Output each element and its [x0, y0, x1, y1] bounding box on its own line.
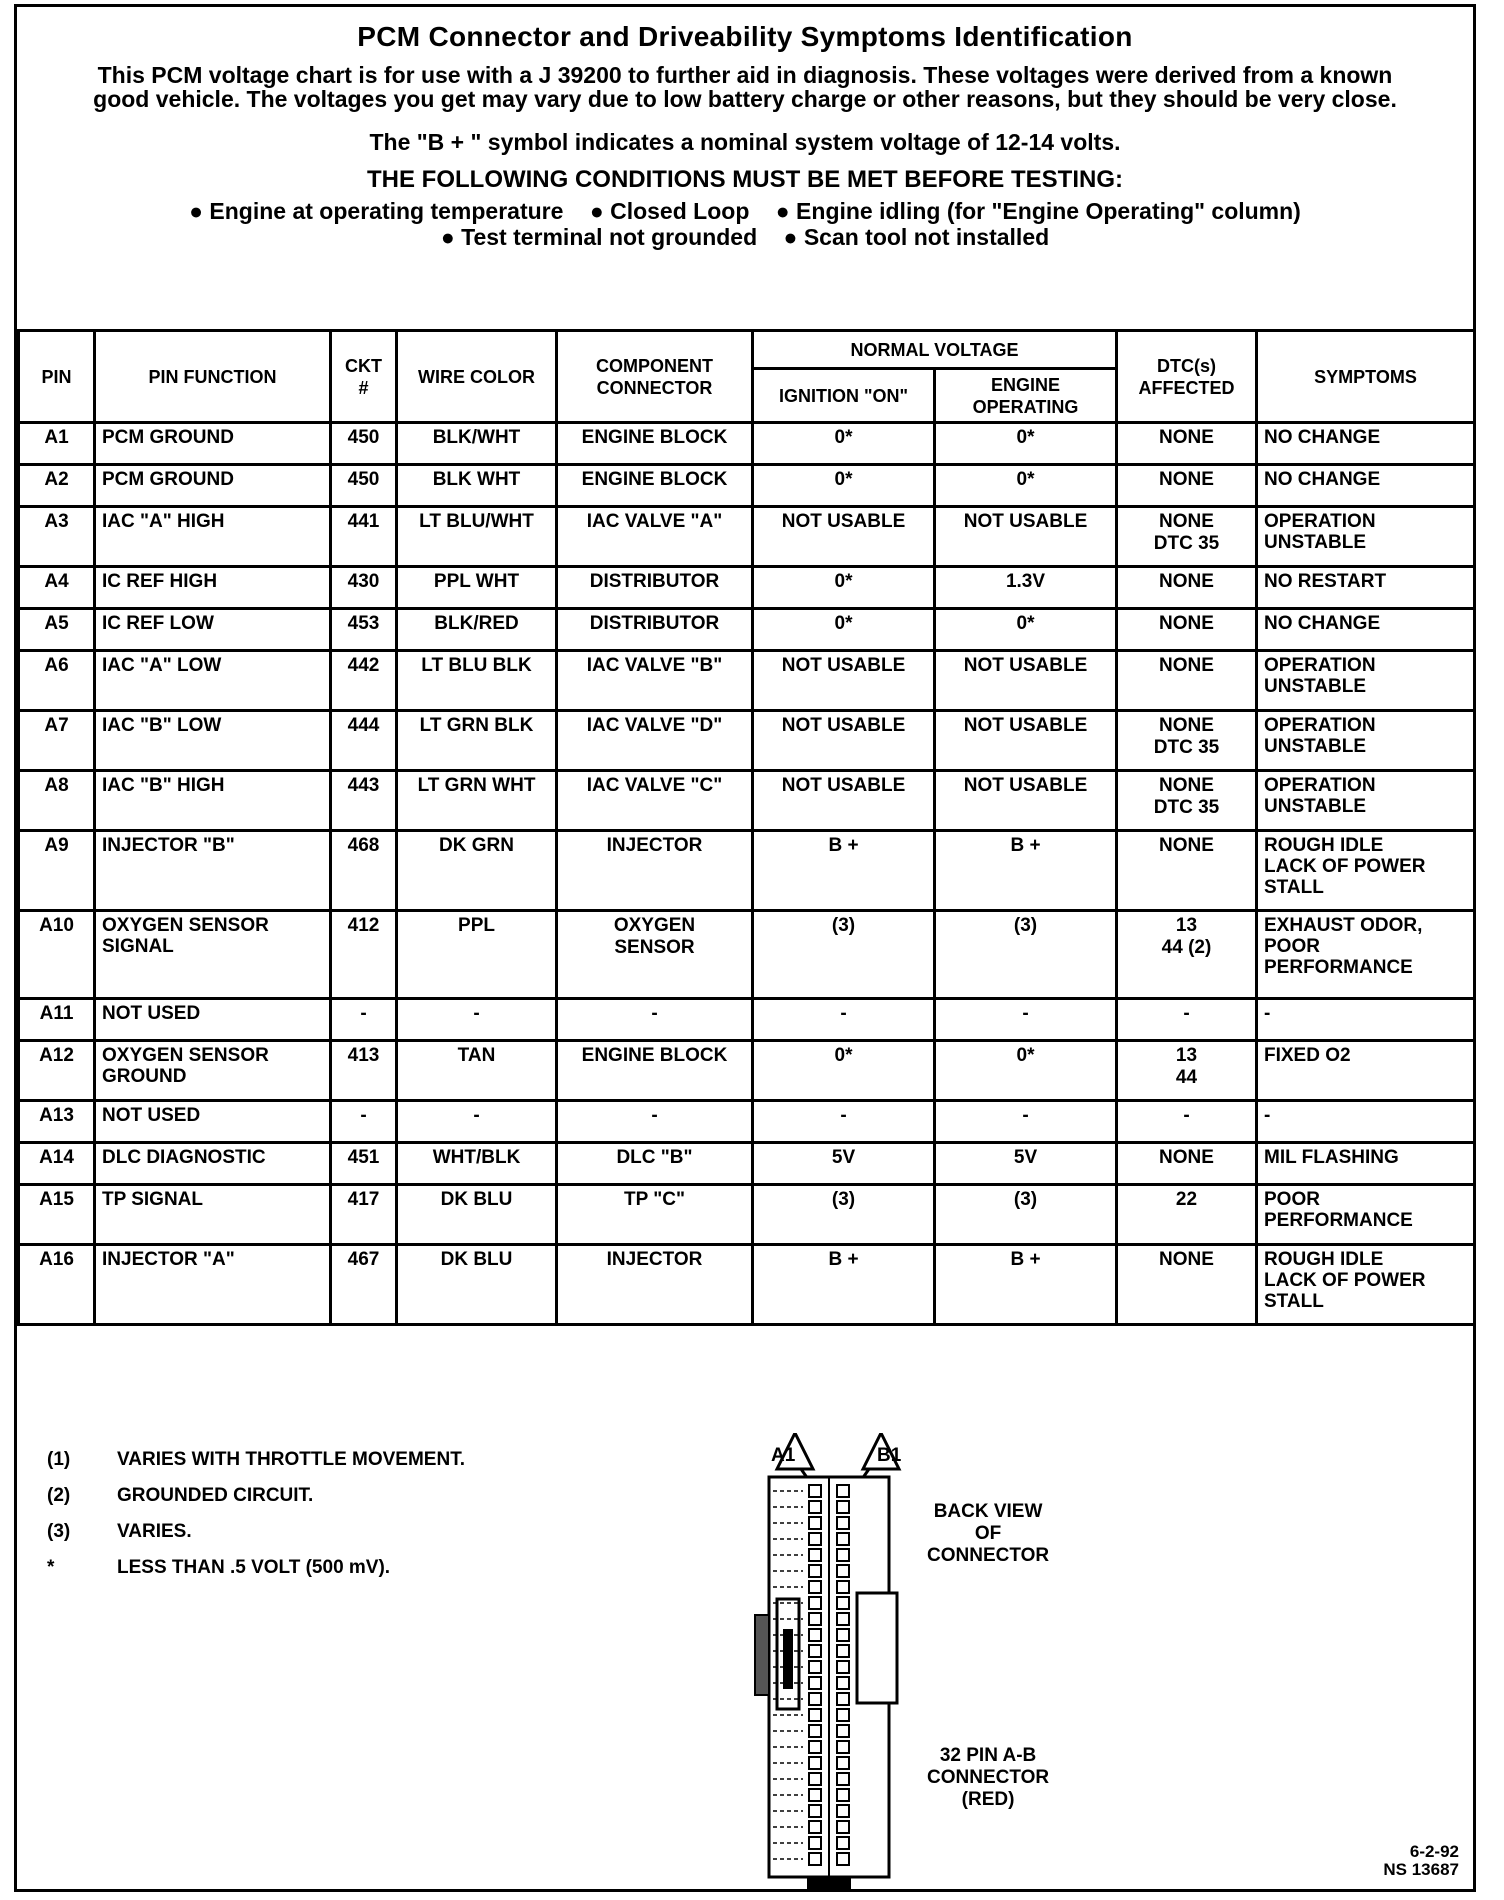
cell-engine-operating: (3) [935, 1185, 1117, 1245]
cell-ignition-on: (3) [753, 1185, 935, 1245]
cell-ckt: 430 [331, 567, 397, 609]
cell-dtc: NONE [1117, 831, 1257, 911]
cell-ckt: 417 [331, 1185, 397, 1245]
cell-dtc: NONE [1117, 423, 1257, 465]
cavity [837, 1821, 849, 1833]
footer [17, 1413, 1473, 1889]
cell-ignition-on: 0* [753, 423, 935, 465]
cavity [809, 1485, 821, 1497]
cavity [809, 1581, 821, 1593]
cell-engine-operating: 5V [935, 1143, 1117, 1185]
condition-item: ● Engine idling (for "Engine Operating" column) [775, 198, 1301, 224]
cell-ckt: 451 [331, 1143, 397, 1185]
cell-ignition-on: 0* [753, 1041, 935, 1101]
header-pin-function: PIN FUNCTION [95, 331, 331, 423]
cell-dtc: NONE DTC 35 [1117, 711, 1257, 771]
cell-component: OXYGEN SENSOR [557, 911, 753, 999]
cavity [809, 1821, 821, 1833]
header-ckt: CKT # [331, 331, 397, 423]
cell-pin: A7 [19, 711, 95, 771]
cell-wire-color: WHT/BLK [397, 1143, 557, 1185]
cell-dtc: NONE DTC 35 [1117, 507, 1257, 567]
cavity [837, 1549, 849, 1561]
cell-wire-color: LT GRN BLK [397, 711, 557, 771]
table-row [19, 1041, 1475, 1101]
cell-component: DISTRIBUTOR [557, 609, 753, 651]
header-normal-voltage: NORMAL VOLTAGE [753, 331, 1117, 369]
cell-ignition-on: - [753, 999, 935, 1041]
cell-pin: A14 [19, 1143, 95, 1185]
condition-item: ● Scan tool not installed [783, 224, 1050, 250]
cell-symptoms: OPERATION UNSTABLE [1257, 771, 1475, 831]
cell-symptoms: NO CHANGE [1257, 465, 1475, 507]
cavity [837, 1581, 849, 1593]
cell-ignition-on: B + [753, 831, 935, 911]
cell-ignition-on: 5V [753, 1143, 935, 1185]
cell-ignition-on: NOT USABLE [753, 507, 935, 567]
cell-pin-function: IAC "B" LOW [95, 711, 331, 771]
cell-component: TP "C" [557, 1185, 753, 1245]
cell-component: IAC VALVE "D" [557, 711, 753, 771]
condition-item: ● Test terminal not grounded [440, 224, 758, 250]
table-row [19, 609, 1475, 651]
cell-engine-operating: 0* [935, 423, 1117, 465]
connector-diagram [737, 1433, 1137, 1889]
cell-pin: A13 [19, 1101, 95, 1143]
table-row [19, 423, 1475, 465]
cell-pin-function: IC REF HIGH [95, 567, 331, 609]
cell-dtc: NONE [1117, 465, 1257, 507]
cell-engine-operating: 0* [935, 465, 1117, 507]
header-engine-operating: ENGINE OPERATING [935, 369, 1117, 423]
cell-symptoms: OPERATION UNSTABLE [1257, 711, 1475, 771]
cavity [837, 1629, 849, 1641]
cavity [809, 1613, 821, 1625]
cell-ignition-on: NOT USABLE [753, 711, 935, 771]
cell-component: - [557, 999, 753, 1041]
cell-wire-color: DK BLU [397, 1185, 557, 1245]
cavity [809, 1645, 821, 1657]
cell-pin: A5 [19, 609, 95, 651]
cell-wire-color: LT GRN WHT [397, 771, 557, 831]
table-row [19, 507, 1475, 567]
cell-ignition-on: 0* [753, 609, 935, 651]
cavity [809, 1709, 821, 1721]
table-row [19, 1185, 1475, 1245]
cell-dtc: NONE [1117, 651, 1257, 711]
cavity [837, 1741, 849, 1753]
cell-component: IAC VALVE "A" [557, 507, 753, 567]
cell-pin-function: INJECTOR "B" [95, 831, 331, 911]
cell-pin: A3 [19, 507, 95, 567]
cell-symptoms: - [1257, 1101, 1475, 1143]
page-title: PCM Connector and Driveability Symptoms Identification [357, 21, 1133, 52]
cavity [809, 1757, 821, 1769]
cell-component: INJECTOR [557, 1245, 753, 1325]
cell-pin: A12 [19, 1041, 95, 1101]
table-row [19, 771, 1475, 831]
cell-component: DLC "B" [557, 1143, 753, 1185]
cell-pin-function: PCM GROUND [95, 423, 331, 465]
cell-dtc: 22 [1117, 1185, 1257, 1245]
cell-pin-function: IAC "B" HIGH [95, 771, 331, 831]
note-item: (2) GROUNDED CIRCUIT. [47, 1485, 314, 1506]
cavity [837, 1773, 849, 1785]
table-row [19, 711, 1475, 771]
cell-dtc: NONE DTC 35 [1117, 771, 1257, 831]
cavity [809, 1549, 821, 1561]
cavity [809, 1677, 821, 1689]
table-row [19, 1101, 1475, 1143]
cavity [809, 1629, 821, 1641]
cell-pin-function: IAC "A" LOW [95, 651, 331, 711]
header-symptoms: SYMPTOMS [1257, 331, 1475, 423]
intro-text: This PCM voltage chart is for use with a J 39200 to further aid in diagnosis. These voltages were derived from a known good vehicle. The voltages you get may vary due to low battery charge or other reasons, but they should be very close. [93, 62, 1397, 112]
cavity [837, 1725, 849, 1737]
cavity [809, 1789, 821, 1801]
cell-symptoms: OPERATION UNSTABLE [1257, 507, 1475, 567]
table-row [19, 1245, 1475, 1325]
cell-symptoms: NO RESTART [1257, 567, 1475, 609]
cavity [837, 1613, 849, 1625]
document-page [14, 4, 1476, 1892]
cell-ckt: 444 [331, 711, 397, 771]
header-ignition-on: IGNITION "ON" [753, 369, 935, 423]
cell-wire-color: LT BLU/WHT [397, 507, 557, 567]
cavity [809, 1805, 821, 1817]
cavity [837, 1533, 849, 1545]
cell-pin-function: OXYGEN SENSOR GROUND [95, 1041, 331, 1101]
table-row [19, 1143, 1475, 1185]
cell-engine-operating: B + [935, 831, 1117, 911]
cell-pin: A9 [19, 831, 95, 911]
cell-ckt: 441 [331, 507, 397, 567]
cell-ckt: 443 [331, 771, 397, 831]
cell-engine-operating: NOT USABLE [935, 711, 1117, 771]
cell-engine-operating: - [935, 999, 1117, 1041]
cell-symptoms: FIXED O2 [1257, 1041, 1475, 1101]
cavity [809, 1533, 821, 1545]
cell-wire-color: - [397, 1101, 557, 1143]
note-item: (3) VARIES. [47, 1521, 192, 1542]
cavity [837, 1853, 849, 1865]
cell-engine-operating: 0* [935, 1041, 1117, 1101]
cavity [809, 1853, 821, 1865]
cell-ignition-on: - [753, 1101, 935, 1143]
cell-pin: A4 [19, 567, 95, 609]
cell-dtc: - [1117, 1101, 1257, 1143]
cell-wire-color: DK GRN [397, 831, 557, 911]
cell-component: ENGINE BLOCK [557, 465, 753, 507]
cell-ignition-on: (3) [753, 911, 935, 999]
cell-wire-color: BLK/RED [397, 609, 557, 651]
table-row [19, 465, 1475, 507]
cell-pin: A10 [19, 911, 95, 999]
cell-ignition-on: B + [753, 1245, 935, 1325]
table-row [19, 651, 1475, 711]
cell-dtc: NONE [1117, 1143, 1257, 1185]
cell-wire-color: LT BLU BLK [397, 651, 557, 711]
condition-item: ● Engine at operating temperature [189, 198, 564, 224]
cavity [837, 1517, 849, 1529]
cell-pin-function: INJECTOR "A" [95, 1245, 331, 1325]
key-icon [807, 1877, 851, 1889]
lock-tab-icon [857, 1593, 897, 1703]
cell-ckt: 450 [331, 423, 397, 465]
cell-symptoms: POOR PERFORMANCE [1257, 1185, 1475, 1245]
cell-component: INJECTOR [557, 831, 753, 911]
table-body [19, 423, 1475, 1325]
note-item: (1) VARIES WITH THROTTLE MOVEMENT. [47, 1449, 465, 1470]
condition-item: ● Closed Loop [589, 198, 750, 224]
table-row [19, 999, 1475, 1041]
cell-ckt: - [331, 999, 397, 1041]
latch-icon [755, 1615, 769, 1695]
cell-dtc: NONE [1117, 609, 1257, 651]
cell-pin: A2 [19, 465, 95, 507]
cavity [809, 1773, 821, 1785]
cavity [809, 1597, 821, 1609]
cell-symptoms: ROUGH IDLE LACK OF POWER STALL [1257, 1245, 1475, 1325]
cavity [837, 1485, 849, 1497]
cell-pin: A1 [19, 423, 95, 465]
cell-ckt: 412 [331, 911, 397, 999]
cell-engine-operating: NOT USABLE [935, 651, 1117, 711]
notes-list [47, 1449, 465, 1593]
cell-ckt: 468 [331, 831, 397, 911]
cavity [809, 1517, 821, 1529]
cell-pin: A11 [19, 999, 95, 1041]
cell-component: DISTRIBUTOR [557, 567, 753, 609]
cell-ckt: 453 [331, 609, 397, 651]
cell-pin-function: NOT USED [95, 1101, 331, 1143]
cell-engine-operating: B + [935, 1245, 1117, 1325]
cavity [837, 1693, 849, 1705]
conditions-title: THE FOLLOWING CONDITIONS MUST BE MET BEFORE TESTING: [367, 166, 1123, 193]
cavity [809, 1565, 821, 1577]
cell-component: IAC VALVE "C" [557, 771, 753, 831]
cavity [837, 1837, 849, 1849]
cavity [837, 1789, 849, 1801]
label-a1: A1 [771, 1445, 796, 1466]
symbol-note: The "B + " symbol indicates a nominal system voltage of 12-14 volts. [369, 129, 1121, 155]
cavity [837, 1597, 849, 1609]
cell-component: ENGINE BLOCK [557, 1041, 753, 1101]
cavity [837, 1677, 849, 1689]
cell-engine-operating: NOT USABLE [935, 507, 1117, 567]
cell-engine-operating: (3) [935, 911, 1117, 999]
conditions-list [17, 198, 1473, 250]
cavity [837, 1805, 849, 1817]
cavity [809, 1501, 821, 1513]
cell-pin: A6 [19, 651, 95, 711]
cavity [809, 1837, 821, 1849]
header-dtc-affected: DTC(s) AFFECTED [1117, 331, 1257, 423]
cell-ckt: 450 [331, 465, 397, 507]
cell-symptoms: NO CHANGE [1257, 609, 1475, 651]
cell-engine-operating: 1.3V [935, 567, 1117, 609]
cell-symptoms: OPERATION UNSTABLE [1257, 651, 1475, 711]
cavity [837, 1501, 849, 1513]
cell-pin: A16 [19, 1245, 95, 1325]
cell-pin-function: TP SIGNAL [95, 1185, 331, 1245]
cell-pin-function: IC REF LOW [95, 609, 331, 651]
note-item: * LESS THAN .5 VOLT (500 mV). [47, 1557, 391, 1578]
label-back-view: BACK VIEW OF CONNECTOR [927, 1501, 1050, 1566]
header-component-connector: COMPONENT CONNECTOR [557, 331, 753, 423]
table-row [19, 831, 1475, 911]
cavity [809, 1693, 821, 1705]
cavity [837, 1645, 849, 1657]
cell-ignition-on: 0* [753, 567, 935, 609]
cavity [837, 1661, 849, 1673]
cavity [837, 1709, 849, 1721]
cell-pin-function: DLC DIAGNOSTIC [95, 1143, 331, 1185]
doc-stamp: 6-2-92 NS 13687 [1383, 1842, 1459, 1879]
cell-dtc: - [1117, 999, 1257, 1041]
header [17, 7, 1473, 332]
cell-symptoms: NO CHANGE [1257, 423, 1475, 465]
cavity [837, 1757, 849, 1769]
cell-ignition-on: NOT USABLE [753, 651, 935, 711]
cell-engine-operating: NOT USABLE [935, 771, 1117, 831]
header-wire-color: WIRE COLOR [397, 331, 557, 423]
cell-wire-color: PPL WHT [397, 567, 557, 609]
cell-pin-function: NOT USED [95, 999, 331, 1041]
cell-engine-operating: 0* [935, 609, 1117, 651]
header-pin: PIN [19, 331, 95, 423]
cell-wire-color: BLK/WHT [397, 423, 557, 465]
cell-component: IAC VALVE "B" [557, 651, 753, 711]
cavity [809, 1741, 821, 1753]
cell-wire-color: DK BLU [397, 1245, 557, 1325]
table-row [19, 911, 1475, 999]
cell-ignition-on: NOT USABLE [753, 771, 935, 831]
cell-pin: A8 [19, 771, 95, 831]
cell-wire-color: BLK WHT [397, 465, 557, 507]
cell-ckt: - [331, 1101, 397, 1143]
cell-engine-operating: - [935, 1101, 1117, 1143]
cell-pin: A15 [19, 1185, 95, 1245]
cell-component: - [557, 1101, 753, 1143]
cell-dtc: 13 44 (2) [1117, 911, 1257, 999]
cell-wire-color: - [397, 999, 557, 1041]
cavity [837, 1565, 849, 1577]
cavity [809, 1661, 821, 1673]
cell-symptoms: - [1257, 999, 1475, 1041]
pin-table [17, 329, 1476, 1326]
cell-wire-color: TAN [397, 1041, 557, 1101]
cell-ckt: 413 [331, 1041, 397, 1101]
cell-ignition-on: 0* [753, 465, 935, 507]
cell-symptoms: MIL FLASHING [1257, 1143, 1475, 1185]
cell-symptoms: ROUGH IDLE LACK OF POWER STALL [1257, 831, 1475, 911]
cell-pin-function: OXYGEN SENSOR SIGNAL [95, 911, 331, 999]
cell-dtc: NONE [1117, 567, 1257, 609]
label-b1: B1 [877, 1445, 902, 1466]
label-connector: 32 PIN A-B CONNECTOR (RED) [927, 1745, 1050, 1810]
cell-ckt: 467 [331, 1245, 397, 1325]
cell-dtc: 13 44 [1117, 1041, 1257, 1101]
cell-dtc: NONE [1117, 1245, 1257, 1325]
table-row [19, 567, 1475, 609]
cell-pin-function: IAC "A" HIGH [95, 507, 331, 567]
cell-pin-function: PCM GROUND [95, 465, 331, 507]
cell-wire-color: PPL [397, 911, 557, 999]
cell-ckt: 442 [331, 651, 397, 711]
cavity [809, 1725, 821, 1737]
cell-component: ENGINE BLOCK [557, 423, 753, 465]
cell-symptoms: EXHAUST ODOR, POOR PERFORMANCE [1257, 911, 1475, 999]
